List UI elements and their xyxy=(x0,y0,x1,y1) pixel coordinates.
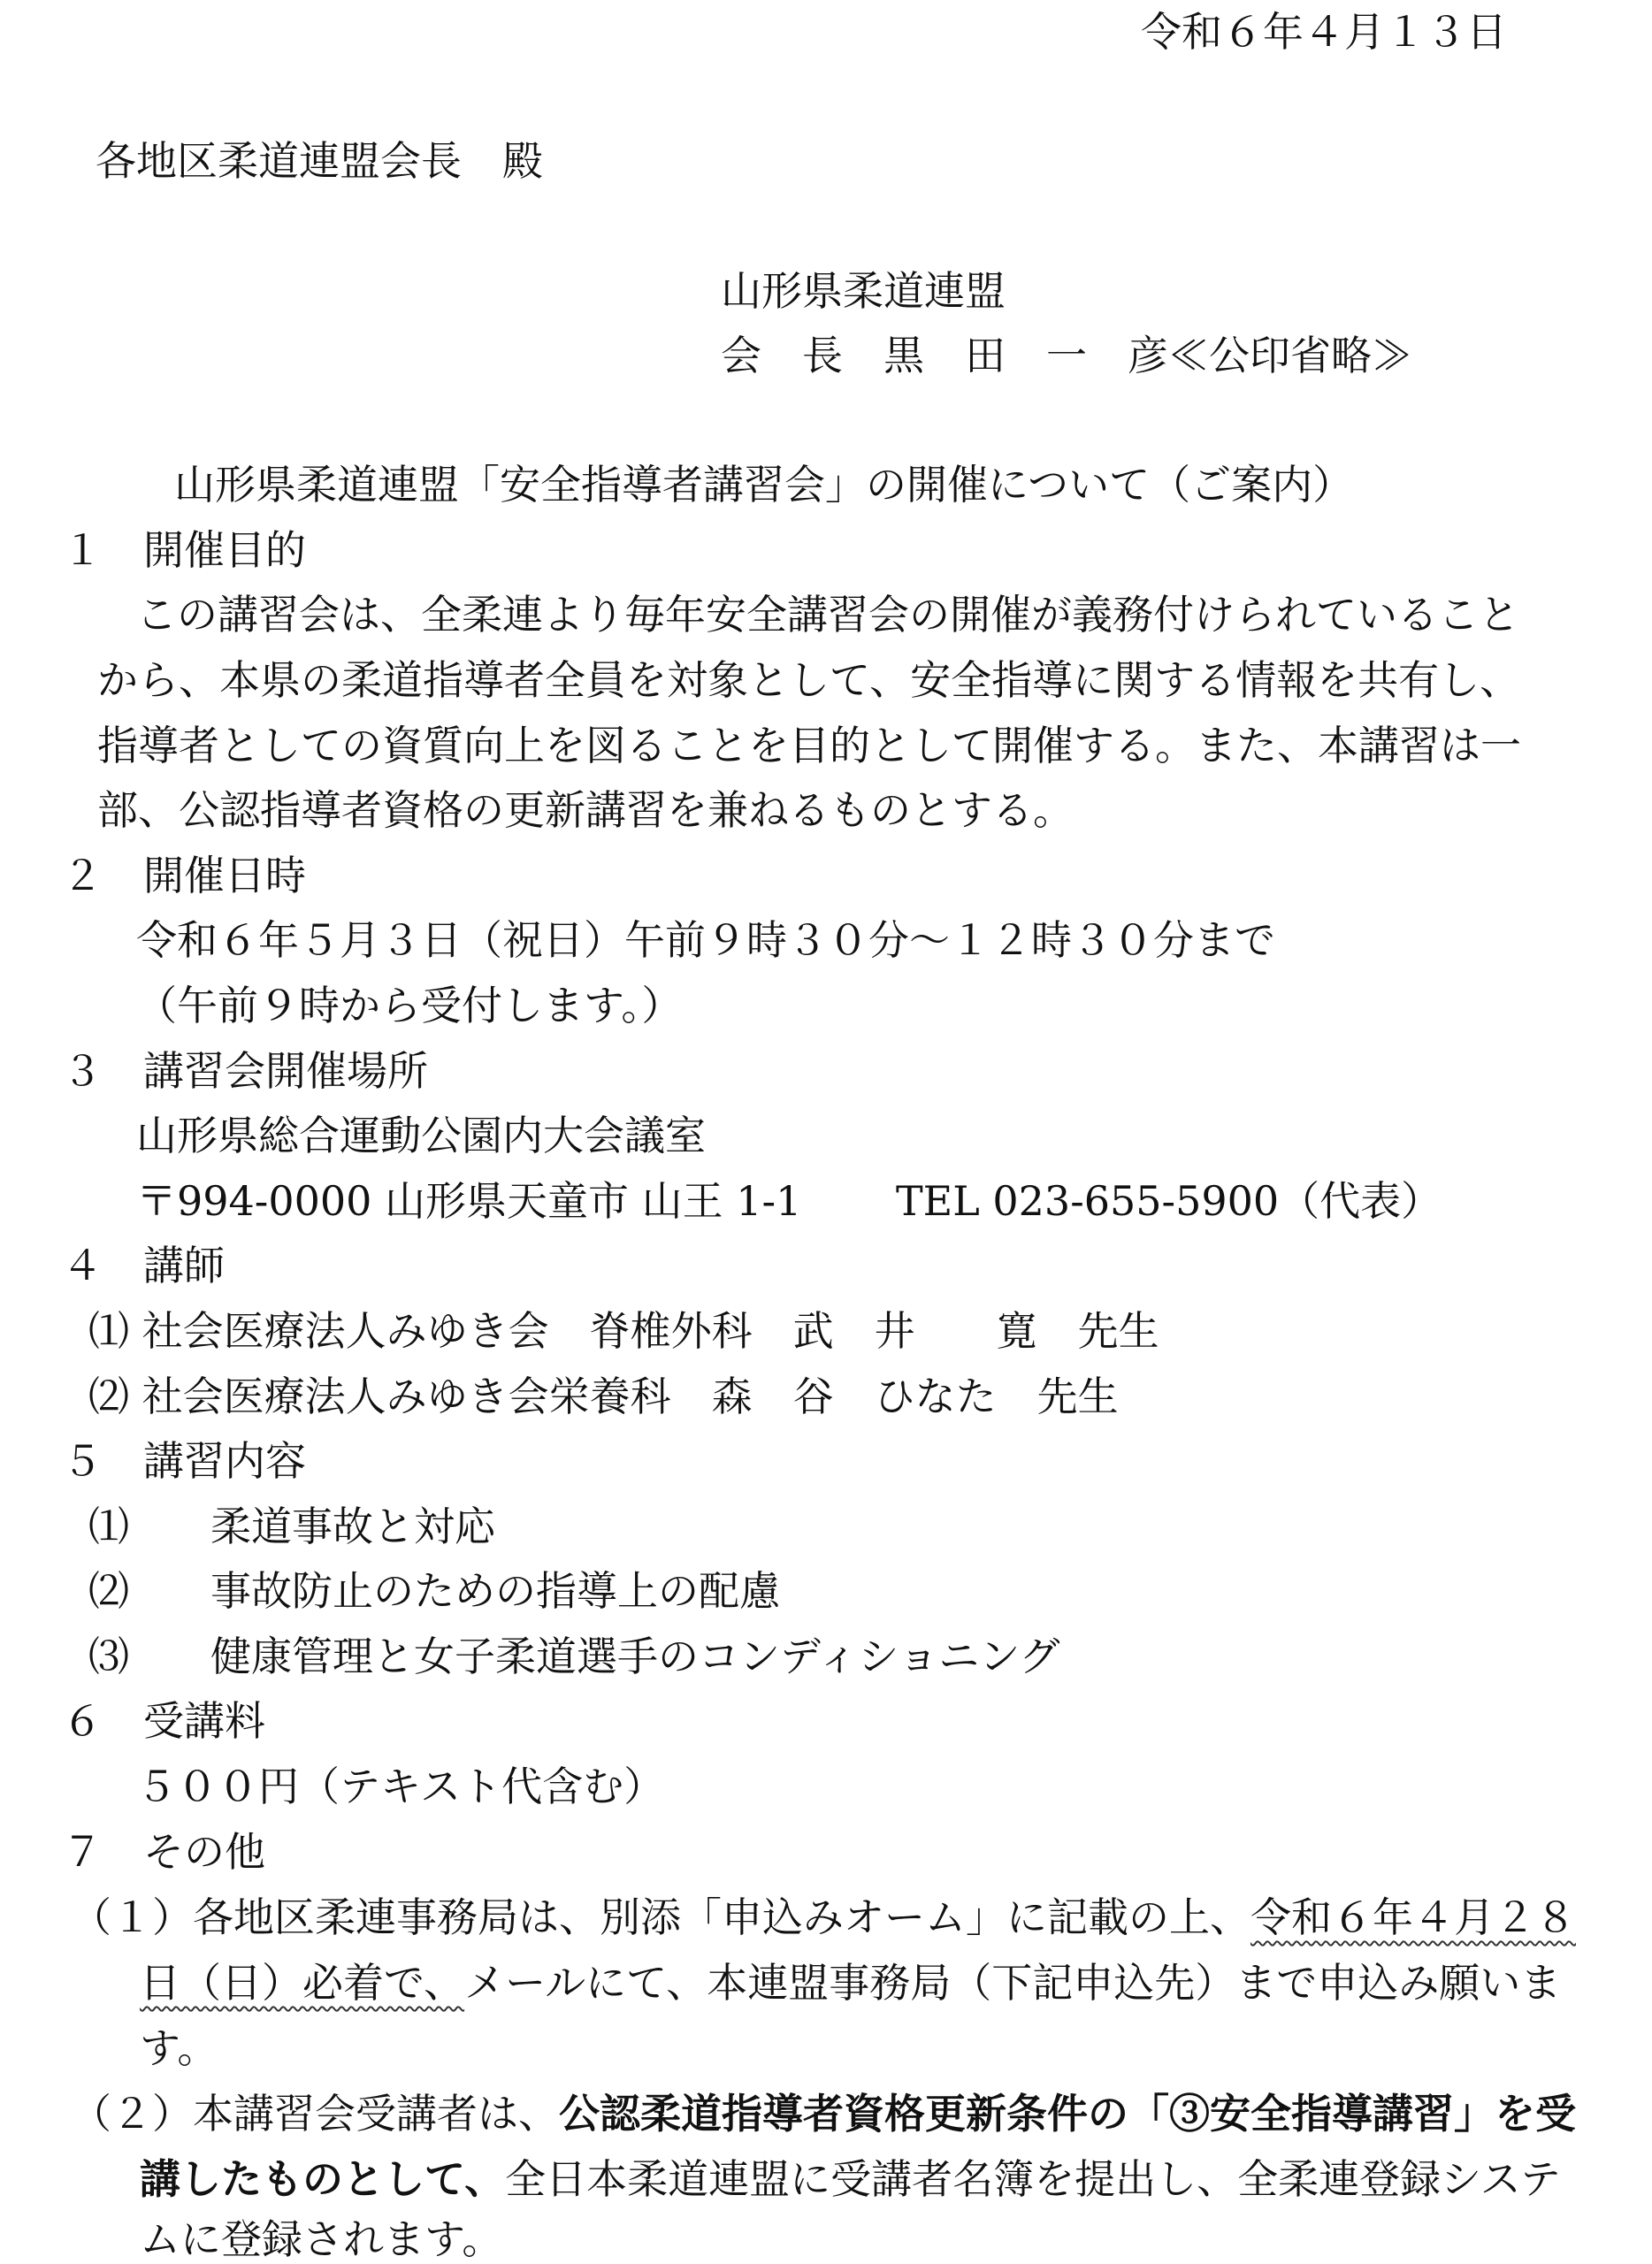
section-7-para-2-text-a: （２）本講習会受講者は、 xyxy=(71,2090,559,2138)
section-7-para-2-line-3: ムに登録されます。 xyxy=(140,2215,503,2263)
section-1-line-3: 指導者としての資質向上を図ることを目的として開催する。また、本講習は一 xyxy=(97,722,1521,769)
section-5-item-2: ⑵ 事故防止のための指導上の配慮 xyxy=(88,1567,780,1615)
section-4-item-1: ⑴ 社会医療法人みゆき会 脊椎外科 武 井 寛 先生 xyxy=(88,1307,1159,1355)
section-5-heading: ５ 講習内容 xyxy=(62,1437,306,1485)
section-1-heading: １ 開催目的 xyxy=(62,526,306,574)
section-7-para-1-line-3: す。 xyxy=(140,2024,218,2072)
sender-name: 会 長 黒 田 一 彦≪公印省略≫ xyxy=(721,332,1412,379)
section-3-line-1: 山形県総合運動公園内大会議室 xyxy=(136,1112,706,1159)
section-7-para-2-bold-1: 公認柔道指導者資格更新条件の「③安全指導講習」を受 xyxy=(559,2090,1576,2138)
section-2-heading: ２ 開催日時 xyxy=(62,852,306,899)
document-title: 山形県柔道連盟「安全指導者講習会」の開催について（ご案内） xyxy=(174,461,1354,509)
section-2-line-2: （午前９時から受付します。） xyxy=(136,982,683,1029)
section-7-para-1-text-d: メールにて、本連盟事務局（下記申込先）まで申込み願いま xyxy=(464,1959,1562,2007)
section-1-line-4: 部、公認指導者資格の更新講習を兼ねるものとする。 xyxy=(97,786,1074,834)
section-7-para-2-line-1 xyxy=(71,2089,1576,2138)
section-7-deadline-part-1: 令和６年４月２８ xyxy=(1250,1893,1576,1941)
section-6-heading: ６ 受講料 xyxy=(62,1697,265,1745)
section-7-para-2-bold-2: 講したものとして、 xyxy=(140,2155,506,2203)
document-date: 令和６年４月１３日 xyxy=(1141,8,1507,56)
section-7-para-1-line-1 xyxy=(71,1893,1576,1942)
section-6-line-1: ５００円（テキスト代含む） xyxy=(136,1763,665,1810)
section-5-item-3: ⑶ 健康管理と女子柔道選手のコンディショニング xyxy=(88,1633,1060,1680)
section-4-item-2: ⑵ 社会医療法人みゆき会栄養科 森 谷 ひなた 先生 xyxy=(88,1373,1119,1420)
section-1-line-2: から、本県の柔道指導者全員を対象として、安全指導に関する情報を共有し、 xyxy=(97,656,1521,704)
section-7-para-2-line-2 xyxy=(140,2154,1561,2204)
section-5-item-1: ⑴ 柔道事故と対応 xyxy=(88,1503,495,1550)
section-7-para-2-text-d: 全日本柔道連盟に受講者名簿を提出し、全柔連登録システ xyxy=(505,2155,1561,2203)
section-2-line-1: 令和６年５月３日（祝日）午前９時３０分～１２時３０分まで xyxy=(136,916,1275,964)
section-4-heading: ４ 講師 xyxy=(62,1242,225,1289)
section-3-line-2: 〒994-0000 山形県天童市 山王 1-1 TEL 023-655-5900（代表） xyxy=(136,1177,1442,1225)
section-1-line-1: この講習会は、全柔連より毎年安全講習会の開催が義務付けられていること xyxy=(136,591,1519,639)
section-3-heading: ３ 講習会開催場所 xyxy=(62,1047,428,1095)
sender-organization: 山形県柔道連盟 xyxy=(721,267,1006,315)
section-7-para-1-text-a: （１）各地区柔連事務局は、別添「申込みオーム」に記載の上、 xyxy=(71,1893,1250,1941)
section-7-para-1-line-2 xyxy=(140,1958,1561,2008)
recipient-line: 各地区柔道連盟会長 殿 xyxy=(96,137,543,185)
section-7-heading: ７ その他 xyxy=(62,1828,265,1876)
section-7-deadline-part-2: 日（日）必着で、 xyxy=(140,1959,465,2007)
